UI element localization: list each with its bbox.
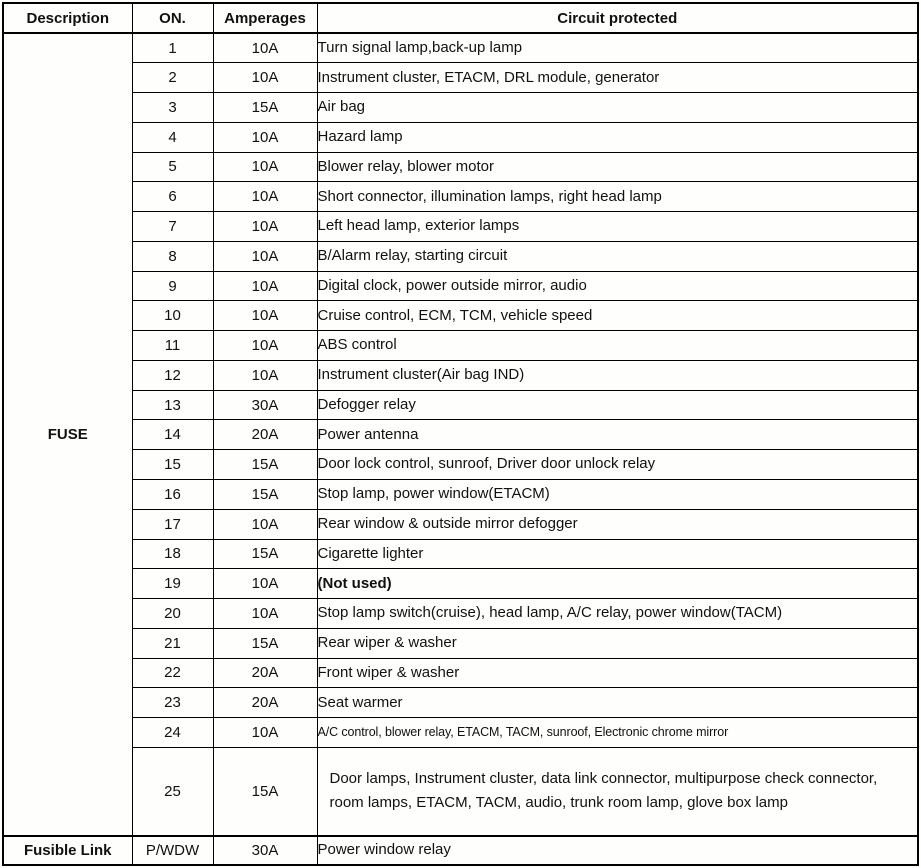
fuse-row — [3, 122, 918, 152]
fuse-amperage: 10A — [213, 241, 317, 271]
fuse-number: 11 — [132, 331, 213, 361]
fuse-row — [3, 747, 918, 836]
fuse-amperage: 10A — [213, 212, 317, 242]
fuse-number: 19 — [132, 569, 213, 599]
fuse-row — [3, 331, 918, 361]
fuse-amperage: 20A — [213, 688, 317, 718]
fusible-link-amperage: 30A — [213, 836, 317, 865]
fuse-row — [3, 599, 918, 629]
fuse-circuit-protected: Cigarette lighter — [317, 539, 918, 569]
fuse-row — [3, 93, 918, 123]
fuse-number: 16 — [132, 479, 213, 509]
col-header-amperages: Amperages — [213, 3, 317, 33]
fuse-amperage: 10A — [213, 63, 317, 93]
fuse-number: 15 — [132, 450, 213, 480]
fuse-amperage: 10A — [213, 509, 317, 539]
fuse-circuit-protected: Digital clock, power outside mirror, audio — [317, 271, 918, 301]
fuse-amperage: 20A — [213, 658, 317, 688]
fuse-circuit-protected: Instrument cluster(Air bag IND) — [317, 360, 918, 390]
fuse-number: 5 — [132, 152, 213, 182]
fuse-row — [3, 718, 918, 748]
fuse-table-body — [3, 33, 918, 836]
fuse-amperage: 30A — [213, 390, 317, 420]
fuse-circuit-protected: Defogger relay — [317, 390, 918, 420]
fuse-amperage: 15A — [213, 93, 317, 123]
fuse-circuit-protected: ABS control — [317, 331, 918, 361]
fuse-circuit-protected: Left head lamp, exterior lamps — [317, 212, 918, 242]
fuse-amperage: 15A — [213, 539, 317, 569]
fuse-amperage: 10A — [213, 331, 317, 361]
fuse-number: 4 — [132, 122, 213, 152]
fuse-row — [3, 539, 918, 569]
fuse-circuit-protected: Hazard lamp — [317, 122, 918, 152]
fuse-circuit-protected: Rear wiper & washer — [317, 628, 918, 658]
fuse-row — [3, 152, 918, 182]
fuse-circuit-protected: Door lamps, Instrument cluster, data link connector, multipurpose check connector, room lamps, ETACM, TACM, audio, trunk room lamp, glove box lamp — [317, 747, 918, 836]
fuse-circuit-protected: Rear window & outside mirror defogger — [317, 509, 918, 539]
fuse-amperage: 10A — [213, 182, 317, 212]
fuse-number: 20 — [132, 599, 213, 629]
fuse-number: 3 — [132, 93, 213, 123]
fuse-row — [3, 420, 918, 450]
fuse-row — [3, 688, 918, 718]
fuse-circuit-protected: Stop lamp switch(cruise), head lamp, A/C relay, power window(TACM) — [317, 599, 918, 629]
fuse-circuit-protected: Stop lamp, power window(ETACM) — [317, 479, 918, 509]
fuse-circuit-protected: Power antenna — [317, 420, 918, 450]
header-row — [3, 3, 918, 33]
fuse-number: 2 — [132, 63, 213, 93]
fuse-row — [3, 241, 918, 271]
fuse-amperage: 15A — [213, 747, 317, 836]
fuse-amperage: 10A — [213, 718, 317, 748]
fuse-row — [3, 569, 918, 599]
fuse-amperage: 10A — [213, 271, 317, 301]
fuse-circuit-protected: Seat warmer — [317, 688, 918, 718]
fuse-amperage: 10A — [213, 122, 317, 152]
fuse-number: 14 — [132, 420, 213, 450]
fuse-row — [3, 479, 918, 509]
fuse-number: 22 — [132, 658, 213, 688]
fuse-row — [3, 658, 918, 688]
fuse-table — [2, 2, 919, 866]
fuse-number: 23 — [132, 688, 213, 718]
fuse-amperage: 15A — [213, 450, 317, 480]
fuse-amperage: 10A — [213, 599, 317, 629]
fuse-number: 25 — [132, 747, 213, 836]
fuse-circuit-protected: Front wiper & washer — [317, 658, 918, 688]
fuse-row — [3, 301, 918, 331]
fuse-number: 8 — [132, 241, 213, 271]
fuse-row — [3, 509, 918, 539]
fuse-row — [3, 450, 918, 480]
col-header-circuit-protected: Circuit protected — [317, 3, 918, 33]
fuse-number: 24 — [132, 718, 213, 748]
fuse-circuit-protected: B/Alarm relay, starting circuit — [317, 241, 918, 271]
fuse-number: 17 — [132, 509, 213, 539]
fuse-amperage: 15A — [213, 479, 317, 509]
fuse-circuit-protected: Turn signal lamp,back-up lamp — [317, 33, 918, 63]
fuse-circuit-protected: Instrument cluster, ETACM, DRL module, generator — [317, 63, 918, 93]
fuse-number: 6 — [132, 182, 213, 212]
fuse-number: 13 — [132, 390, 213, 420]
fuse-amperage: 10A — [213, 301, 317, 331]
fuse-number: 12 — [132, 360, 213, 390]
fuse-amperage: 10A — [213, 33, 317, 63]
fuse-circuit-protected: (Not used) — [317, 569, 918, 599]
fuse-number: 7 — [132, 212, 213, 242]
fuse-circuit-protected: Air bag — [317, 93, 918, 123]
col-header-on: ON. — [132, 3, 213, 33]
fuse-amperage: 10A — [213, 152, 317, 182]
fuse-amperage: 20A — [213, 420, 317, 450]
fuse-number: 21 — [132, 628, 213, 658]
col-header-description: Description — [3, 3, 132, 33]
fuse-amperage: 10A — [213, 360, 317, 390]
fuse-circuit-protected: Door lock control, sunroof, Driver door unlock relay — [317, 450, 918, 480]
fusible-link-row — [3, 836, 918, 865]
fuse-circuit-protected: Cruise control, ECM, TCM, vehicle speed — [317, 301, 918, 331]
fuse-row — [3, 182, 918, 212]
description-fuse-label: FUSE — [3, 33, 132, 836]
fuse-row — [3, 271, 918, 301]
fuse-number: 10 — [132, 301, 213, 331]
fusible-link-label: Fusible Link — [3, 836, 132, 865]
fuse-number: 18 — [132, 539, 213, 569]
fusible-link-number: P/WDW — [132, 836, 213, 865]
fuse-row — [3, 33, 918, 63]
fuse-circuit-protected: A/C control, blower relay, ETACM, TACM, sunroof, Electronic chrome mirror — [317, 718, 918, 748]
fuse-row — [3, 360, 918, 390]
fuse-number: 1 — [132, 33, 213, 63]
fuse-row — [3, 390, 918, 420]
fuse-row — [3, 628, 918, 658]
fuse-circuit-protected: Short connector, illumination lamps, right head lamp — [317, 182, 918, 212]
fuse-row — [3, 212, 918, 242]
fuse-amperage: 15A — [213, 628, 317, 658]
fusible-link-circuit: Power window relay — [317, 836, 918, 865]
fuse-row — [3, 63, 918, 93]
fuse-number: 9 — [132, 271, 213, 301]
fuse-amperage: 10A — [213, 569, 317, 599]
fuse-circuit-protected: Blower relay, blower motor — [317, 152, 918, 182]
